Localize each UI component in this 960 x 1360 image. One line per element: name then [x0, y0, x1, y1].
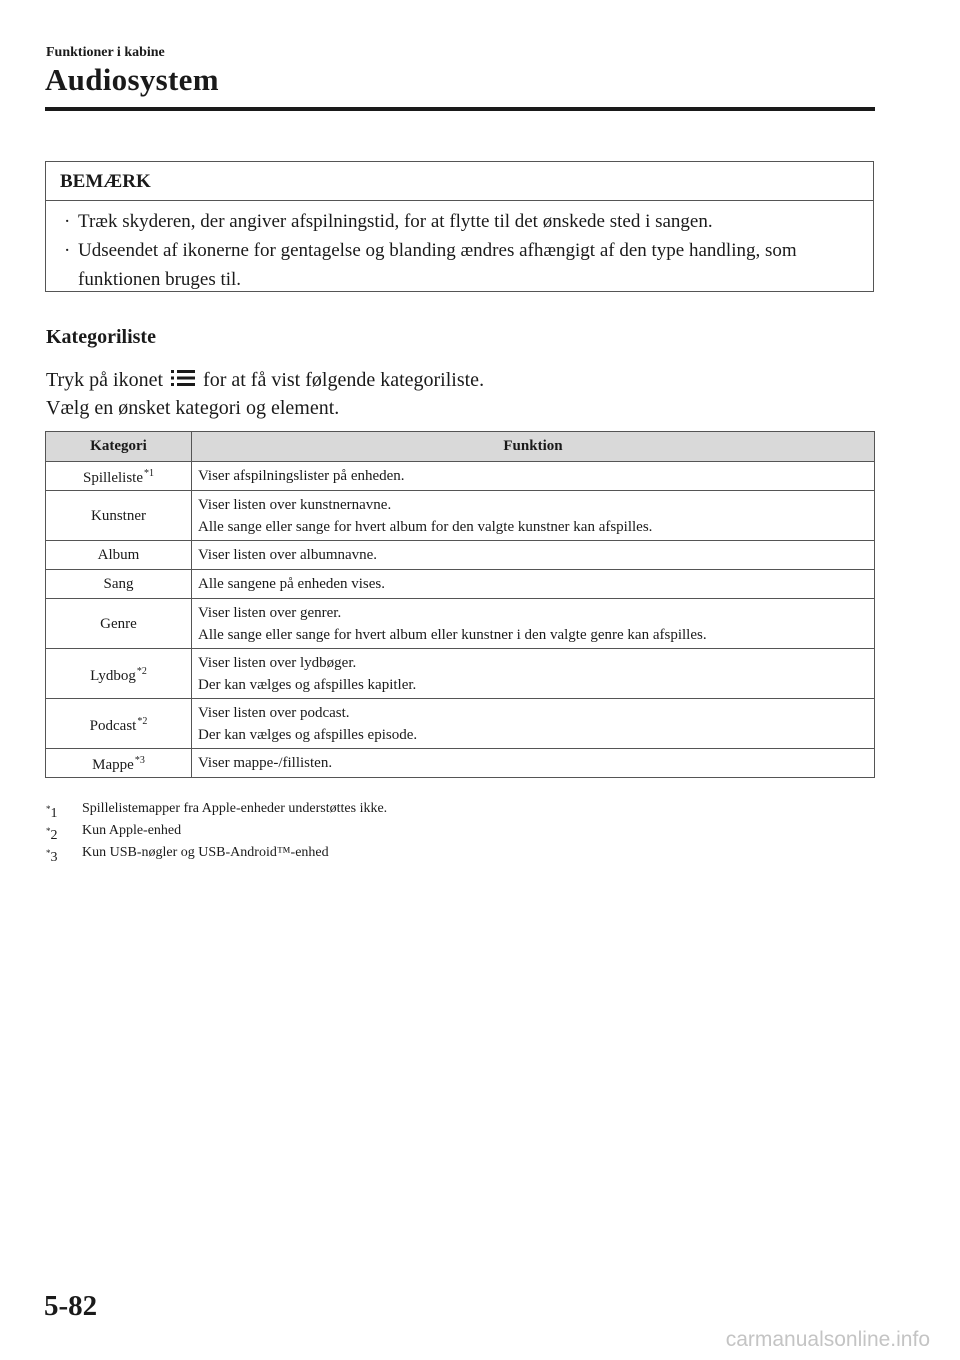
note-item — [62, 207, 857, 236]
footnote-number: 1 — [50, 806, 58, 821]
footnote-star: * — [46, 804, 51, 814]
function-line: Der kan vælges og afspilles episode. — [198, 726, 418, 743]
footnote-ref: *3 — [134, 755, 145, 766]
column-header-function: Funktion — [192, 432, 875, 462]
footnote — [46, 842, 387, 864]
category-cell — [46, 462, 192, 491]
function-line: Alle sange eller sange for hvert album for den valgte kunstner kan afspilles. — [198, 518, 653, 535]
footnote-number: 2 — [50, 828, 58, 843]
table-row — [46, 462, 875, 491]
function-line: Viser listen over albumnavne. — [198, 547, 378, 563]
table-row — [46, 491, 875, 541]
note-item-text: Udseendet af ikonerne for gentagelse og blanding ændres afhængigt af den type handling, som funktionen bruges til. — [78, 240, 797, 290]
footnotes — [46, 798, 387, 864]
function-line: Viser listen over podcast. — [198, 704, 350, 721]
section-heading: Kategoriliste — [46, 326, 156, 348]
function-cell — [192, 599, 875, 649]
category-name: Podcast — [89, 717, 137, 734]
list-icon — [170, 368, 196, 388]
function-line: Viser listen over lydbøger. — [198, 654, 357, 671]
footnote-text: Spillelistemapper fra Apple-enheder understøttes ikke. — [82, 801, 388, 816]
function-cell — [192, 649, 875, 699]
bullet-dot: · — [64, 211, 71, 232]
note-item — [62, 236, 857, 294]
category-cell — [46, 699, 192, 749]
section-label: Funktioner i kabine — [46, 45, 165, 60]
bullet-dot: · — [64, 240, 71, 261]
category-cell — [46, 749, 192, 778]
footnote-text: Kun Apple-enhed — [82, 823, 182, 838]
footnote-star: * — [46, 848, 51, 858]
category-name: Sang — [103, 576, 134, 592]
footnote-ref: *2 — [136, 665, 147, 677]
function-line: Der kan vælges og afspilles kapitler. — [198, 676, 417, 693]
function-line: Viser afspilningslister på enheden. — [198, 468, 405, 484]
table-row — [46, 570, 875, 599]
category-name: Spilleliste — [83, 470, 143, 486]
note-body — [46, 201, 873, 294]
title-rule — [45, 107, 875, 111]
watermark: carmanualsonline.info — [725, 1328, 930, 1351]
function-cell — [192, 699, 875, 749]
function-line: Alle sangene på enheden vises. — [198, 576, 386, 592]
intro-text-part: for at få vist følgende kategoriliste. — [203, 369, 485, 391]
function-cell — [192, 491, 875, 541]
function-line: Viser listen over kunstnernavne. — [198, 496, 392, 513]
footnote-mark — [46, 842, 58, 869]
page-title: Audiosystem — [45, 62, 219, 97]
table-row — [46, 599, 875, 649]
footnote-text: Kun USB-nøgler og USB-Android™-enhed — [82, 845, 329, 860]
category-name: Genre — [100, 615, 137, 632]
page-number: 5-82 — [44, 1290, 98, 1322]
intro-text-part: Tryk på ikonet — [46, 369, 164, 391]
intro-text — [46, 366, 484, 422]
function-line: Viser mappe-/fillisten. — [198, 755, 333, 771]
function-cell — [192, 462, 875, 491]
table-row — [46, 749, 875, 778]
category-cell — [46, 541, 192, 570]
footnote-ref: *2 — [137, 715, 148, 727]
table-row — [46, 541, 875, 570]
function-cell — [192, 749, 875, 778]
category-cell — [46, 491, 192, 541]
function-line: Viser listen over genrer. — [198, 604, 342, 621]
table-row — [46, 649, 875, 699]
intro-text-line2: Vælg en ønsket kategori og element. — [46, 397, 340, 419]
category-name: Lydbog — [90, 667, 136, 684]
category-table — [45, 431, 875, 778]
function-cell — [192, 541, 875, 570]
footnote — [46, 798, 387, 820]
category-cell — [46, 599, 192, 649]
category-name: Album — [97, 547, 140, 563]
category-name: Mappe — [92, 757, 134, 773]
note-heading: BEMÆRK — [46, 162, 873, 201]
table-body — [46, 462, 875, 778]
column-header-category: Kategori — [46, 432, 192, 462]
table-row — [46, 699, 875, 749]
note-box — [45, 161, 874, 292]
function-cell — [192, 570, 875, 599]
footnote-star: * — [46, 826, 51, 836]
category-cell — [46, 570, 192, 599]
category-cell — [46, 649, 192, 699]
function-line: Alle sange eller sange for hvert album eller kunstner i den valgte genre kan afspilles. — [198, 626, 707, 643]
table-header-row — [46, 432, 875, 462]
footnote — [46, 820, 387, 842]
footnote-ref: *1 — [144, 468, 154, 479]
note-item-text: Træk skyderen, der angiver afspilningstid, for at flytte til det ønskede sted i sangen. — [78, 211, 713, 232]
category-name: Kunstner — [91, 507, 146, 524]
footnote-number: 3 — [50, 850, 58, 865]
